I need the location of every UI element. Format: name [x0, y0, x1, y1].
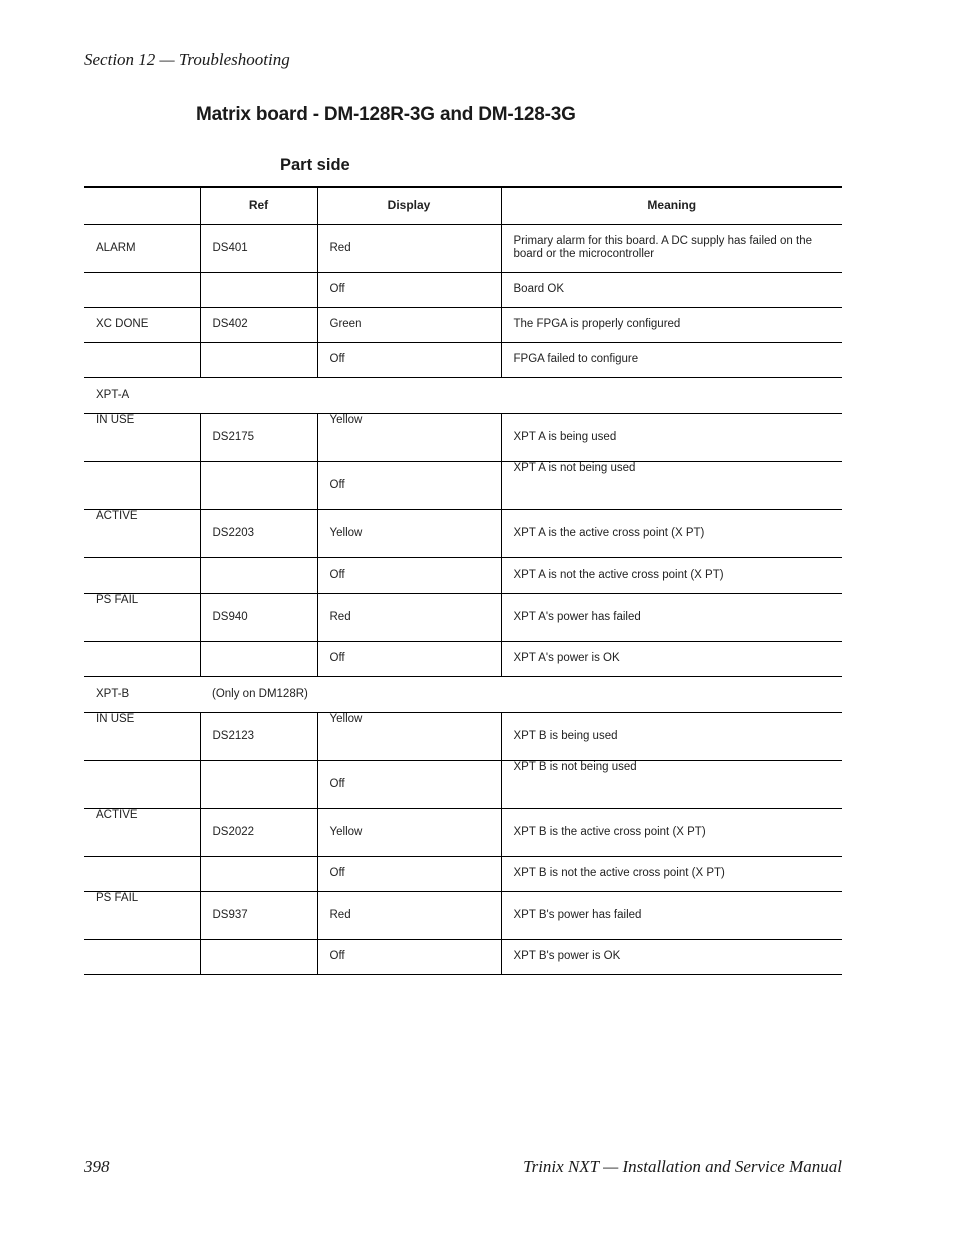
- table-row: [84, 342, 842, 377]
- table-row: [84, 760, 842, 808]
- table-row: [84, 808, 842, 856]
- meaning-cell: XPT A is not the active cross point (X PT): [501, 557, 842, 593]
- meaning-cell: XPT A is being used: [501, 413, 842, 461]
- section-subtitle: Part side: [280, 156, 350, 174]
- display-cell: Yellow: [317, 712, 501, 760]
- column-header-name: [84, 187, 200, 224]
- display-cell: Off: [317, 557, 501, 593]
- led-name-cell: XC DONE: [84, 307, 200, 342]
- ref-cell: DS937: [200, 891, 317, 939]
- group-note-cell: (Only on DM128R): [200, 676, 842, 712]
- table-row: [84, 307, 842, 342]
- ref-cell: DS2022: [200, 808, 317, 856]
- column-header-meaning: Meaning: [501, 187, 842, 224]
- meaning-cell: XPT A is not being used: [501, 461, 842, 509]
- display-cell: Red: [317, 593, 501, 641]
- meaning-cell: XPT B's power is OK: [501, 939, 842, 974]
- group-row-xpt-a: [84, 377, 842, 413]
- ref-cell: [200, 342, 317, 377]
- meaning-cell: XPT A's power is OK: [501, 641, 842, 676]
- page-number: 398: [84, 1157, 110, 1176]
- table-row: [84, 856, 842, 891]
- led-name-cell: IN USE: [84, 413, 200, 461]
- display-cell: Off: [317, 641, 501, 676]
- meaning-cell: XPT A's power has failed: [501, 593, 842, 641]
- display-cell: Green: [317, 307, 501, 342]
- display-cell: Off: [317, 272, 501, 307]
- ref-cell: [200, 557, 317, 593]
- column-header-display: Display: [317, 187, 501, 224]
- led-name-cell: [84, 939, 200, 974]
- table-row: [84, 272, 842, 307]
- display-cell: Yellow: [317, 413, 501, 461]
- led-name-cell: ALARM: [84, 224, 200, 272]
- led-name-cell: [84, 641, 200, 676]
- table-row: [84, 224, 842, 272]
- led-name-cell: [84, 342, 200, 377]
- group-row-xpt-b: [84, 676, 842, 712]
- led-name-cell: ACTIVE: [84, 509, 200, 557]
- led-name-cell: [84, 272, 200, 307]
- manual-title: Trinix NXT — Installation and Service Manual: [523, 1157, 842, 1176]
- column-header-ref: Ref: [200, 187, 317, 224]
- meaning-cell: XPT B is the active cross point (X PT): [501, 808, 842, 856]
- ref-cell: DS940: [200, 593, 317, 641]
- display-cell: Off: [317, 342, 501, 377]
- table-header-row: [84, 187, 842, 224]
- group-note-cell: [200, 377, 842, 413]
- display-cell: Red: [317, 224, 501, 272]
- meaning-cell: Primary alarm for this board. A DC supply has failed on the board or the microcontroller: [501, 224, 842, 272]
- ref-cell: DS2175: [200, 413, 317, 461]
- table-row: [84, 939, 842, 974]
- display-cell: Yellow: [317, 509, 501, 557]
- group-label-cell: XPT-B: [84, 676, 200, 712]
- meaning-cell: FPGA failed to configure: [501, 342, 842, 377]
- meaning-cell: Board OK: [501, 272, 842, 307]
- table-row: [84, 509, 842, 557]
- ref-cell: DS2123: [200, 712, 317, 760]
- ref-cell: [200, 856, 317, 891]
- led-status-table: [84, 186, 842, 975]
- group-label-cell: XPT-A: [84, 377, 200, 413]
- ref-cell: DS2203: [200, 509, 317, 557]
- meaning-cell: XPT B is not the active cross point (X PT): [501, 856, 842, 891]
- display-cell: Off: [317, 461, 501, 509]
- led-name-cell: PS FAIL: [84, 891, 200, 939]
- led-name-cell: [84, 461, 200, 509]
- display-cell: Off: [317, 760, 501, 808]
- ref-cell: [200, 461, 317, 509]
- running-header: Section 12 — Troubleshooting: [84, 50, 290, 69]
- ref-cell: [200, 641, 317, 676]
- ref-cell: [200, 939, 317, 974]
- led-name-cell: [84, 856, 200, 891]
- display-cell: Off: [317, 939, 501, 974]
- ref-cell: [200, 272, 317, 307]
- table-row: [84, 557, 842, 593]
- ref-cell: [200, 760, 317, 808]
- led-name-cell: [84, 760, 200, 808]
- display-cell: Off: [317, 856, 501, 891]
- meaning-cell: XPT A is the active cross point (X PT): [501, 509, 842, 557]
- table-row: [84, 461, 842, 509]
- table-row: [84, 593, 842, 641]
- meaning-cell: The FPGA is properly configured: [501, 307, 842, 342]
- led-name-cell: IN USE: [84, 712, 200, 760]
- led-name-cell: ACTIVE: [84, 808, 200, 856]
- led-name-cell: PS FAIL: [84, 593, 200, 641]
- table-row: [84, 641, 842, 676]
- ref-cell: DS401: [200, 224, 317, 272]
- led-name-cell: [84, 557, 200, 593]
- display-cell: Red: [317, 891, 501, 939]
- table-row: [84, 712, 842, 760]
- table-row: [84, 413, 842, 461]
- ref-cell: DS402: [200, 307, 317, 342]
- meaning-cell: XPT B is not being used: [501, 760, 842, 808]
- meaning-cell: XPT B's power has failed: [501, 891, 842, 939]
- page-title: Matrix board - DM-128R-3G and DM-128-3G: [196, 104, 576, 125]
- table-row: [84, 891, 842, 939]
- meaning-cell: XPT B is being used: [501, 712, 842, 760]
- display-cell: Yellow: [317, 808, 501, 856]
